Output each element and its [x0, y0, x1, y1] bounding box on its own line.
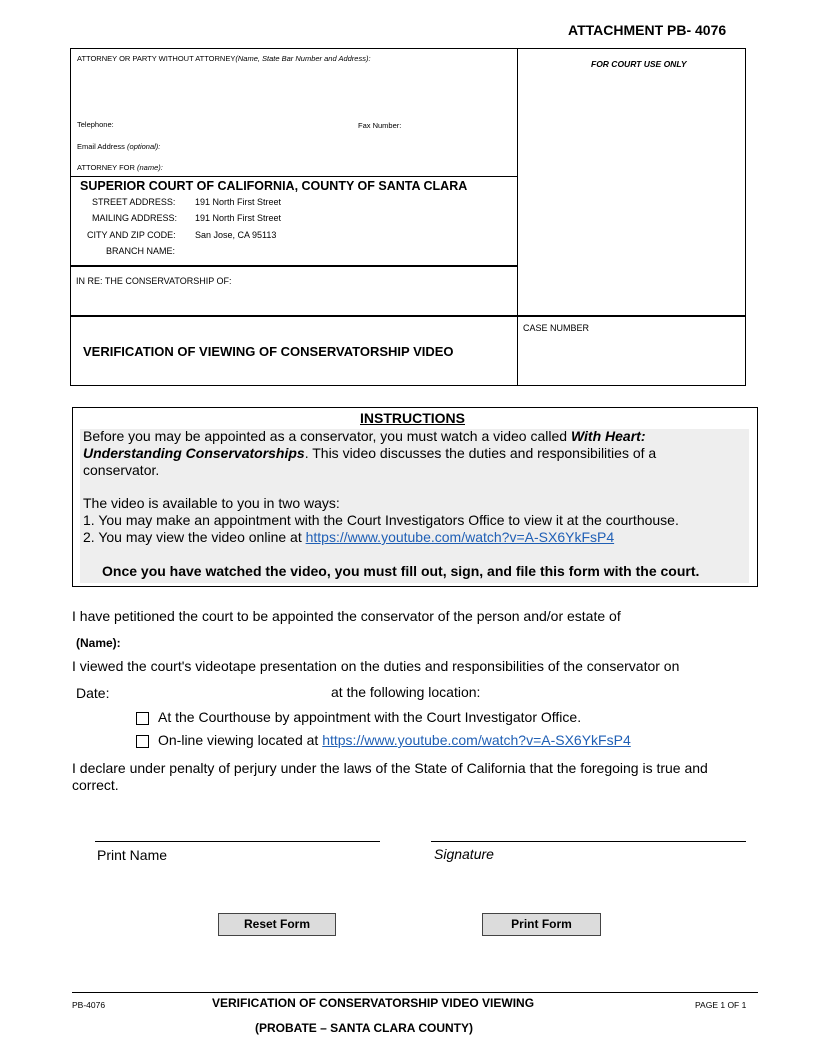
street-value: 191 North First Street	[195, 197, 282, 207]
attorney-for-text: ATTORNEY FOR	[77, 163, 138, 172]
court-name: SUPERIOR COURT OF CALIFORNIA, COUNTY OF SANTA CLARA	[80, 179, 468, 193]
branch-label: BRANCH NAME:	[106, 246, 176, 256]
attorney-for-label	[77, 163, 163, 172]
mailing-label: MAILING ADDRESS:	[92, 213, 178, 223]
rule-attorney	[70, 176, 518, 177]
date-field[interactable]	[115, 682, 320, 700]
email-label	[77, 142, 160, 151]
online-video-link[interactable]: https://www.youtube.com/watch?v=A-SX6YkFsP4	[322, 732, 631, 748]
caption-divider	[517, 48, 518, 386]
mailing-value: 191 North First Street	[195, 213, 282, 223]
street-label: STREET ADDRESS:	[92, 197, 176, 207]
date-label: Date:	[76, 685, 110, 701]
name-label: (Name):	[76, 636, 121, 650]
print-name-field[interactable]	[95, 820, 380, 842]
in-re-label: IN RE: THE CONSERVATORSHIP OF:	[76, 276, 232, 286]
online-option-text: On-line viewing located at	[158, 732, 323, 748]
footer-rule	[72, 992, 758, 993]
courthouse-checkbox[interactable]	[136, 712, 149, 725]
viewed-text: I viewed the court's videotape presentation on the duties and responsibilities of the conservator on	[72, 658, 680, 674]
telephone-label: Telephone:	[77, 120, 114, 129]
instr-p1-a: Before you may be appointed as a conservator, you must watch a video called	[83, 428, 571, 444]
court-use-label: FOR COURT USE ONLY	[591, 59, 687, 69]
online-option-label	[158, 732, 631, 748]
instructions-item-2	[83, 529, 614, 545]
attorney-label-text: ATTORNEY OR PARTY WITHOUT ATTORNEY	[77, 54, 236, 63]
reset-form-button[interactable]: Reset Form	[218, 913, 336, 936]
rule-inre	[70, 315, 746, 317]
attorney-label-italic: (Name, State Bar Number and Address):	[235, 54, 371, 63]
attachment-number: ATTACHMENT PB- 4076	[568, 22, 727, 38]
email-label-text: Email Address	[77, 142, 128, 151]
print-form-button[interactable]: Print Form	[482, 913, 601, 936]
attorney-label	[77, 54, 371, 63]
instr-video-title: With Heart: Understanding Conservatorships	[83, 428, 646, 461]
fax-label: Fax Number:	[358, 121, 402, 130]
instructions-paragraph	[83, 428, 723, 479]
courthouse-option-label: At the Courthouse by appointment with the Court Investigator Office.	[158, 709, 582, 725]
case-number-label: CASE NUMBER	[523, 323, 590, 333]
location-text: at the following location:	[331, 684, 481, 700]
signature-field[interactable]	[431, 820, 746, 842]
online-checkbox[interactable]	[136, 735, 149, 748]
instr-item2-text: 2. You may view the video online at	[83, 529, 306, 545]
city-label: CITY AND ZIP CODE:	[87, 230, 176, 240]
form-title: VERIFICATION OF VIEWING OF CONSERVATORSHIP VIDEO	[83, 344, 454, 359]
video-link[interactable]: https://www.youtube.com/watch?v=A-SX6YkFsP4	[305, 529, 615, 545]
declaration-text: I declare under penalty of perjury under the laws of the State of California that the foregoing is true and correct.	[72, 760, 708, 793]
instr-p1-c: . This video discusses the duties and responsibilities of a conservator.	[83, 445, 657, 478]
attorney-for-italic: (name):	[137, 163, 163, 172]
city-value: San Jose, CA 95113	[195, 230, 277, 240]
footer-form-id: PB-4076	[72, 1000, 106, 1010]
footer-subtitle: (PROBATE – SANTA CLARA COUNTY)	[255, 1021, 473, 1035]
rule-court	[70, 265, 518, 267]
instructions-note: Once you have watched the video, you must fill out, sign, and file this form with the court.	[102, 563, 700, 579]
footer-page: PAGE 1 OF 1	[695, 1000, 747, 1010]
instructions-heading: INSTRUCTIONS	[360, 410, 465, 426]
email-label-italic: (optional):	[127, 142, 161, 151]
instructions-item-1: 1. You may make an appointment with the Court Investigators Office to view it at the courthouse.	[83, 512, 679, 528]
name-field[interactable]	[130, 633, 750, 651]
print-name-label: Print Name	[97, 847, 168, 863]
instructions-ways: The video is available to you in two ways:	[83, 495, 340, 511]
signature-label: Signature	[434, 846, 494, 862]
footer-title: VERIFICATION OF CONSERVATORSHIP VIDEO VIEWING	[212, 996, 535, 1010]
petition-text: I have petitioned the court to be appointed the conservator of the person and/or estate of	[72, 608, 621, 624]
